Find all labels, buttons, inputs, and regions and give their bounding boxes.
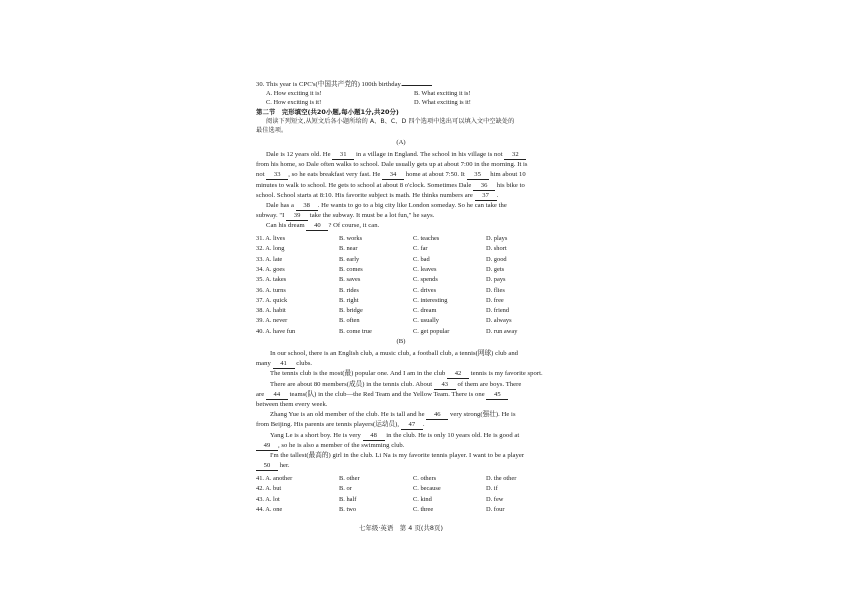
option-b: B. works [339, 235, 363, 242]
question-30-stem: 30. This year is CPC's(中国共产党的) 100th birthday. [256, 80, 432, 89]
option-d: D. few [486, 495, 504, 503]
passage-line [270, 451, 524, 460]
passage-line [270, 410, 516, 420]
option-a: 42. A. but [256, 485, 282, 493]
passage-text: take the subway. It must be a lot fun," he says. [308, 212, 435, 220]
option-a: 32. A. long [256, 245, 285, 253]
q30-option-b: B. What exciting it is! [414, 90, 471, 97]
option-d: D. plays [486, 235, 508, 242]
passage-text: Dale has a [266, 202, 296, 209]
passage-text: are [256, 390, 266, 398]
q30-option-c: C. How exciting is it! [266, 99, 322, 106]
option-a: 36. A. turns [256, 286, 286, 294]
option-b: B. saves [339, 276, 361, 284]
blank-48: 48 [363, 431, 385, 441]
passage-text: school. School starts at 8:10. His favorite subject is math. He thinks numbers are [256, 191, 475, 199]
option-c: C. drives [413, 286, 437, 294]
passage-text: between them every week. [256, 401, 328, 408]
passage-text: . [422, 421, 425, 429]
option-a: 43. A. lot [256, 495, 280, 503]
blank-50: 50 [256, 461, 278, 471]
option-a: 31. A. lives [256, 235, 286, 242]
q30-option-d: D. What exciting is it! [414, 99, 471, 106]
option-c: C. because [413, 485, 441, 493]
option-d: D. short [486, 245, 507, 253]
blank-36: 36 [473, 181, 495, 191]
option-d: D. if [486, 485, 498, 493]
page-footer: 七年级·英语 第 4 页(共8页) [359, 524, 443, 532]
option-b: B. near [339, 245, 358, 253]
passage-line [256, 420, 425, 430]
passage-line [266, 150, 526, 160]
option-d: D. four [486, 505, 505, 513]
blank-34: 34 [382, 170, 404, 180]
blank-44: 44 [266, 390, 288, 400]
section-instruction-2: 最佳选项。 [256, 127, 288, 134]
blank-31: 31 [332, 150, 354, 160]
section-heading: 第二节 完形填空(共20小题,每小题1分,共20分) [256, 108, 399, 116]
option-a: 37. A. quick [256, 296, 288, 304]
blank-38: 38 [296, 201, 318, 211]
passage-text: , so he is also a member of the swimming club. [278, 441, 405, 449]
blank-37: 37 [475, 191, 497, 201]
option-a: 38. A. habit [256, 307, 286, 315]
passage-text: home at about 7:50. It [404, 171, 467, 179]
option-a: 44. A. one [256, 505, 283, 513]
passage-text: clubs. [294, 360, 313, 368]
blank-45: 45 [486, 390, 508, 400]
option-c: C. three [413, 505, 434, 513]
option-a: 40. A. have fun [256, 327, 296, 335]
section-instruction-1: 阅读下列短文,从短文后各小题所给的 A、B、C、D 四个选项中选出可以填入文中空缺处的 [266, 118, 515, 125]
passage-text: Dale is 12 years old. He [266, 151, 333, 158]
passage-text: subway. "I [256, 212, 287, 220]
option-b: B. two [339, 505, 357, 513]
option-a: 34. A. goes [256, 265, 285, 273]
option-c: C. kind [413, 495, 432, 503]
option-d: D. gets [486, 265, 505, 273]
passage-line [266, 221, 379, 231]
option-c: C. get popular [413, 327, 450, 335]
passage-line [270, 431, 519, 441]
passage-line [270, 369, 543, 379]
passage-text: from his home, so Dale often walks to school. Dale usually gets up at about 7:00 in the morning. It is [256, 161, 528, 169]
blank-41: 41 [273, 359, 295, 369]
passage-line [256, 359, 312, 369]
blank-42: 42 [447, 369, 469, 379]
passage-text: In our school, there is an English club, a music club, a football club, a tennis(网球) club and [270, 350, 519, 357]
passage-text: . [496, 191, 499, 199]
option-d: D. always [486, 317, 512, 325]
option-d: D. pays [486, 276, 506, 284]
option-c: C. dream [413, 307, 437, 315]
passage-text: Zhang Yue is an old member of the club. He is tall and he [270, 411, 427, 419]
passage-line [256, 211, 434, 221]
passage-line [256, 170, 526, 180]
passage-text: teams(队) in the club—the Red Team and the Yellow Team. There is one [287, 390, 487, 398]
passage-line [256, 461, 290, 471]
option-c: C. bad [413, 255, 430, 263]
option-d: D. free [486, 296, 504, 304]
option-d: D. friend [486, 307, 510, 315]
passage-text: from Beijing. His parents are tennis players(运动员), [256, 421, 401, 429]
passage-text: very strong(强壮). He is [448, 411, 516, 419]
passage-text: his bike to [495, 181, 525, 189]
option-b: B. half [339, 495, 357, 503]
passage-text: him about 10 [488, 171, 526, 179]
passage-text: not [256, 171, 267, 179]
blank-43: 43 [434, 380, 456, 390]
passage-text: of them are boys. There [455, 380, 522, 388]
blank-46: 46 [426, 410, 448, 420]
passage-line [270, 349, 518, 358]
blank-32: 32 [504, 150, 526, 160]
option-a: 35. A. takes [256, 276, 287, 284]
option-d: D. good [486, 255, 507, 263]
blank-49: 49 [256, 441, 278, 451]
passage-line [270, 380, 521, 390]
option-b: B. or [339, 485, 352, 493]
option-b: B. other [339, 475, 360, 482]
option-b: B. rides [339, 286, 359, 294]
passage-text: her. [278, 462, 290, 470]
option-c: C. leaves [413, 265, 437, 273]
blank-33: 33 [266, 170, 288, 180]
passage-text: , so he eats breakfast very fast. He [288, 171, 383, 179]
passage-line [256, 390, 508, 400]
option-b: B. right [339, 296, 359, 304]
passage-text: in a village in England. The school in his village is not [354, 151, 505, 158]
blank-40: 40 [306, 221, 328, 231]
option-c: C. usually [413, 317, 439, 325]
passage-text: ? Of course, it can. [328, 222, 380, 230]
passage-line [266, 201, 507, 211]
blank-47: 47 [401, 420, 423, 430]
option-c: C. far [413, 245, 428, 253]
passage-text: tennis is my favorite sport. [469, 370, 543, 378]
option-c: C. others [413, 475, 437, 482]
passage-text: There are about 80 members(成员) in the tennis club. About [270, 380, 434, 388]
option-b: B. often [339, 317, 360, 325]
passage-text: Can his dream [266, 222, 307, 230]
blank-39: 39 [286, 211, 308, 221]
option-b: B. bridge [339, 307, 363, 315]
passage-text: The tennis club is the most(最) popular one. And I am in the club [270, 370, 448, 378]
blank-35: 35 [467, 170, 489, 180]
option-a: 39. A. never [256, 317, 288, 325]
option-c: C. teaches [413, 235, 440, 242]
option-c: C. spends [413, 276, 438, 284]
passage-line [256, 441, 404, 451]
passage-line [256, 181, 525, 191]
passage-b-label: (B) [396, 338, 406, 345]
passage-line [256, 191, 498, 201]
passage-text: minutes to walk to school. He gets to school at about 8 o'clock. Sometimes Dale [256, 181, 474, 189]
option-d: D. run away [486, 327, 518, 335]
passage-text: many [256, 360, 273, 368]
option-b: B. early [339, 255, 360, 263]
option-d: D. the other [486, 475, 517, 482]
passage-text: I'm the tallest(最高的) girl in the club. Li Na is my favorite tennis player. I want to be a player [270, 452, 525, 459]
option-b: B. come true [339, 327, 372, 335]
passage-text: in the club. He is only 10 years old. He is good at [384, 431, 520, 439]
passage-line [256, 160, 528, 169]
option-c: C. interesting [413, 296, 448, 304]
option-d: D. flies [486, 286, 505, 294]
passage-text: Yang Le is a short boy. He is very [270, 431, 363, 439]
option-a: 41. A. another [256, 475, 293, 482]
passage-line [256, 400, 328, 409]
option-a: 33. A. late [256, 255, 283, 263]
passage-text: . He wants to go to a big city like London someday. So he can take the [317, 202, 507, 209]
q30-option-a: A. How exciting it is! [266, 90, 322, 97]
option-b: B. comes [339, 265, 363, 273]
passage-a-label: (A) [396, 139, 406, 146]
